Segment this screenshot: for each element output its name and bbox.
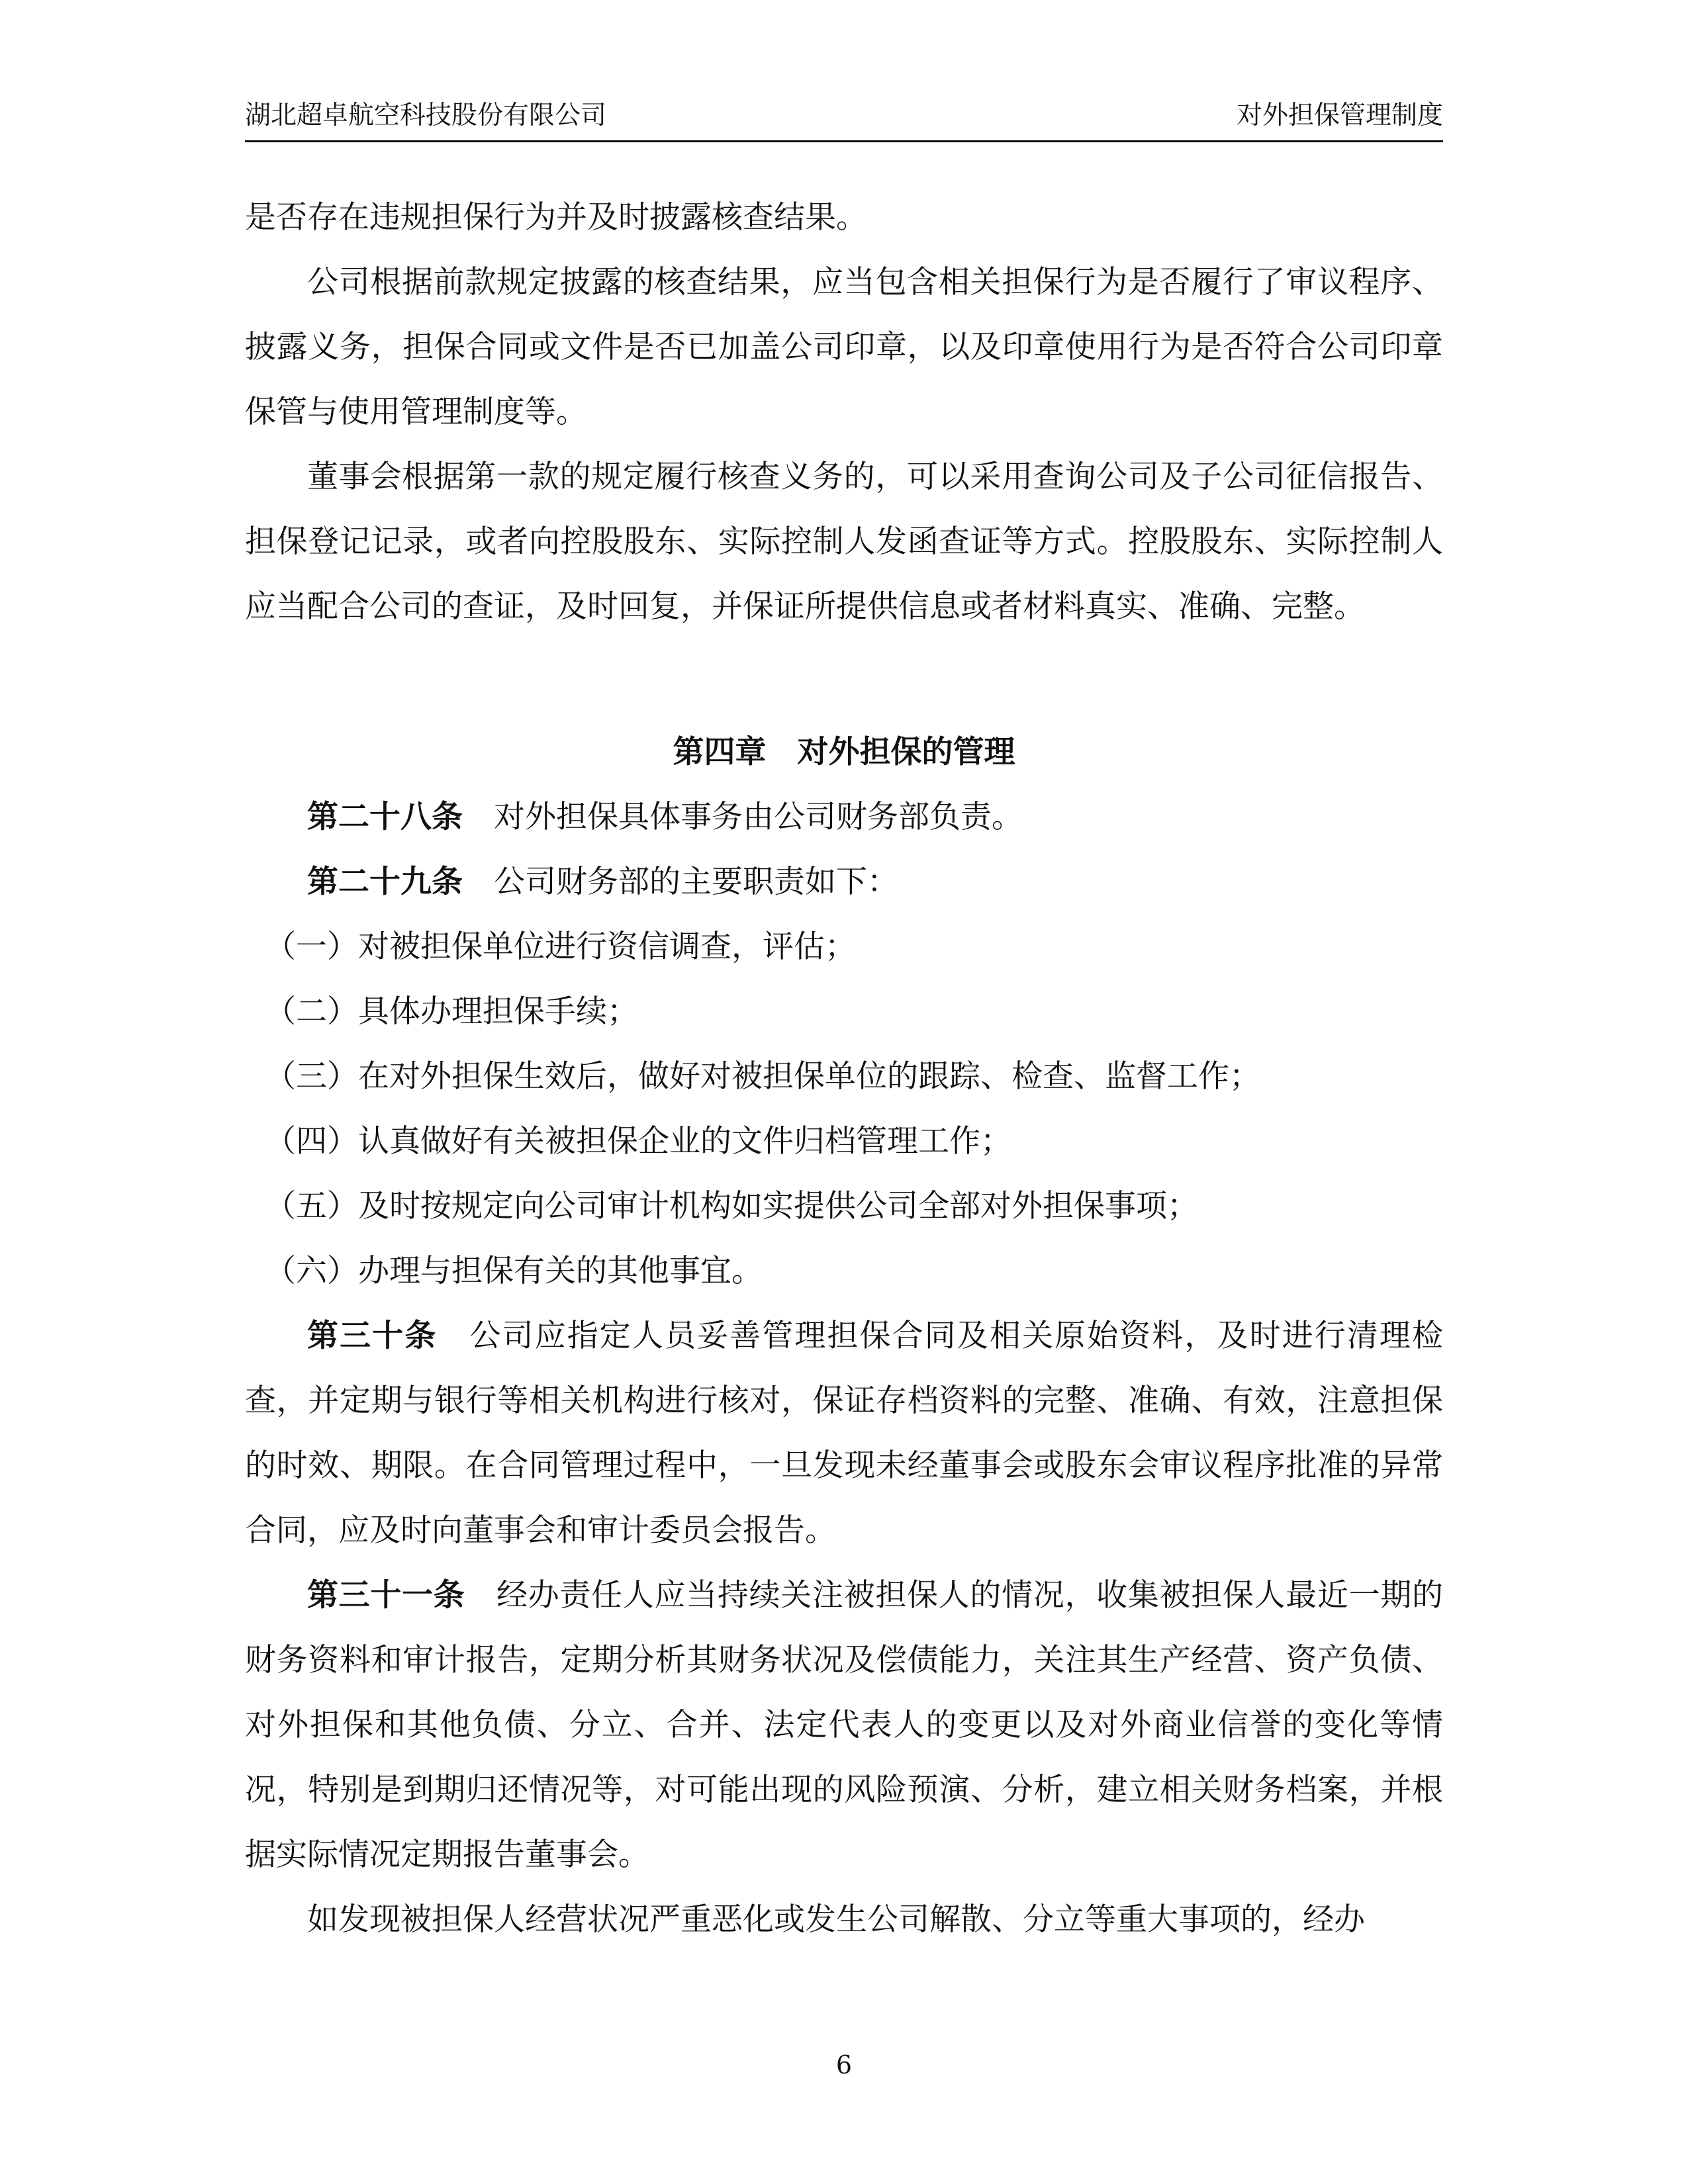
page-number: 6 <box>835 2050 853 2079</box>
article-29-item-1: （一）对被担保单位进行资信调查，评估； <box>265 929 856 965</box>
page-header <box>245 93 1443 139</box>
article-29-item-6: （六）办理与担保有关的其他事宜。 <box>265 1253 763 1289</box>
paragraph-board-verification: 董事会根据第一款的规定履行核查义务的，可以采用查询公司及子公司征信报告、担保登记记录，或者向控股股东、实际控制人发函查证等方式。控股股东、实际控制人应当配合公司的查证，及时回复，并保证所提供信息或者材料真实、准确、完整。 <box>245 459 1443 625</box>
article-29-text: 公司财务部的主要职责如下： <box>494 864 898 900</box>
chapter-title: 对外担保的管理 <box>797 734 1015 770</box>
article-31-text: 经办责任人应当持续关注被担保人的情况，收集被担保人最近一期的财务资料和审计报告，定期分析其财务状况及偿债能力，关注其生产经营、资产负债、对外担保和其他负债、分立、合并、法定代表人的变更以及对外商业信誉的变化等情况，特别是到期归还情况等，对可能出现的风险预演、分析，建立相关财务档案，并根据实际情况定期报告董事会。 <box>245 1577 1444 1873</box>
article-31-followup: 如发现被担保人经营状况严重恶化或发生公司解散、分立等重大事项的，经办 <box>307 1901 1365 1938</box>
article-28 <box>245 785 1443 850</box>
article-29-item-2: （二）具体办理担保手续； <box>265 993 638 1030</box>
chapter-number: 第四章 <box>673 734 767 770</box>
article-29-item-4: （四）认真做好有关被担保企业的文件归档管理工作； <box>265 1123 1011 1160</box>
paragraph-continuation: 是否存在违规担保行为并及时披露核查结果。 <box>245 199 867 236</box>
article-31-label: 第三十一条 <box>307 1577 465 1614</box>
article-30-label: 第三十条 <box>307 1318 438 1354</box>
header-company-name: 湖北超卓航空科技股份有限公司 <box>245 101 607 130</box>
document-body <box>245 185 1443 1952</box>
article-30-text: 公司应指定人员妥善管理担保合同及相关原始资料，及时进行清理检查，并定期与银行等相关机构进行核对，保证存档资料的完整、准确、有效，注意担保的时效、期限。在合同管理过程中，一旦发现未经董事会或股东会审议程序批准的异常合同，应及时向董事会和审计委员会报告。 <box>245 1318 1444 1549</box>
article-29-item-5: （五）及时按规定向公司审计机构如实提供公司全部对外担保事项； <box>265 1188 1198 1224</box>
article-30 <box>245 1304 1443 1563</box>
paragraph-verification-results: 公司根据前款规定披露的核查结果，应当包含相关担保行为是否履行了审议程序、披露义务，担保合同或文件是否已加盖公司印章，以及印章使用行为是否符合公司印章保管与使用管理制度等。 <box>245 264 1443 430</box>
article-28-text: 对外担保具体事务由公司财务部负责。 <box>494 799 1023 835</box>
chapter-heading <box>245 720 1443 785</box>
article-28-label: 第二十八条 <box>307 799 463 835</box>
section-spacer <box>245 639 1443 720</box>
article-29-item-3: （三）在对外担保生效后，做好对被担保单位的跟踪、检查、监督工作； <box>265 1058 1260 1095</box>
article-31 <box>245 1563 1443 1888</box>
article-29 <box>245 850 1443 915</box>
article-29-label: 第二十九条 <box>307 864 463 900</box>
header-divider <box>245 140 1443 142</box>
header-document-title: 对外担保管理制度 <box>1236 101 1443 130</box>
